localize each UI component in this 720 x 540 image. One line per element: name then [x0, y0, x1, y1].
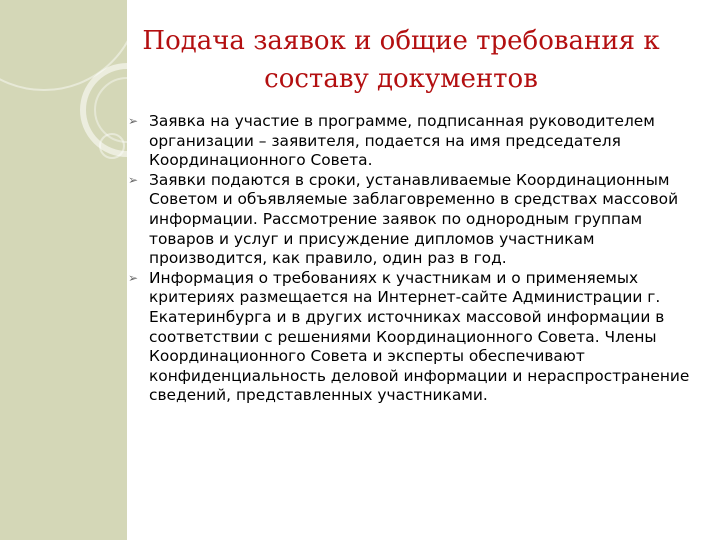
bullet-text: Заявки подаются в сроки, устанавливаемые Координационным Советом и объявляемые заблаговременно в средствах массовой информации. Рассмотрение заявок по однородным группам товаров и услуг и присуждение дипломов участникам производится, как правило, один раз в год.: [149, 170, 679, 268]
bullet-item-deadlines: [128, 171, 694, 269]
bullet-list: [128, 112, 694, 406]
bullet-item-application: [128, 112, 694, 171]
arrowhead-bullet-icon: ➢: [128, 114, 139, 128]
decorative-side-band: [0, 0, 127, 540]
decorative-circle-small: [95, 78, 127, 142]
decorative-circle-large: [0, 0, 127, 90]
arrowhead-bullet-icon: ➢: [128, 172, 139, 187]
slide-title: Подача заявок и общие требования к составу документов: [142, 26, 660, 94]
bullet-text: Информация о требованиях к участникам и о применяемых критериях размещается на Интернет-сайте Администрации г. Екатеринбурга и в других источниках массовой информации в соответствии с решениями Координационного Совета. Члены Координационного Совета и эксперты обеспечивают конфиденциальность деловой информации и нераспространение сведений, представленных участниками.: [149, 268, 690, 405]
arrowhead-bullet-icon: ➢: [128, 270, 139, 285]
decorative-circles: [0, 0, 127, 540]
bullet-item-requirements: [128, 269, 694, 406]
bullet-text: Заявка на участие в программе, подписанная руководителем организации – заявителя, подается на имя председателя Координационного Совета.: [149, 112, 655, 170]
